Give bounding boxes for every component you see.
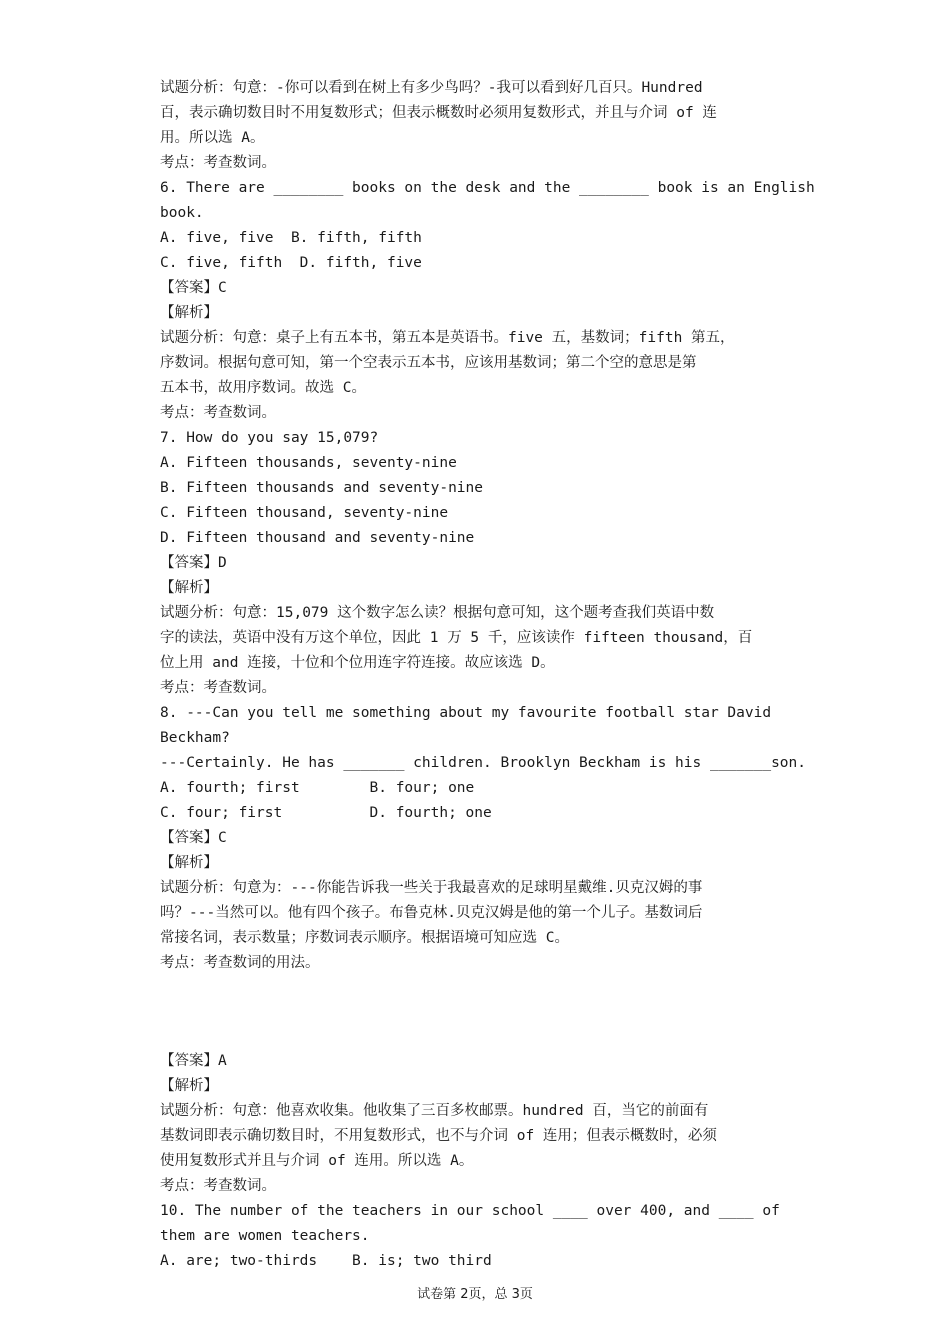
option-line: B. Fifteen thousands and seventy-nine	[160, 480, 484, 496]
text-line: 百，表示确切数目时不用复数形式；但表示概数时必须用复数形式，并且与介词 of 连	[160, 105, 717, 121]
text-line: 考点：考查数词。	[160, 405, 276, 421]
question-10: 10. The number of the teachers in our school ____ over 400, and ____ of	[160, 1203, 780, 1219]
text-line: 试题分析：句意：15,079 这个数字怎么读？根据句意可知，这个题考查我们英语中数	[160, 605, 715, 621]
text-line: 试题分析：句意：-你可以看到在树上有多少鸟吗？-我可以看到好几百只。Hundred	[160, 80, 703, 96]
answer-label: 【答案】D	[160, 555, 227, 571]
text-line: 试题分析：句意为：---你能告诉我一些关于我最喜欢的足球明星戴维.贝克汉姆的事	[160, 880, 703, 896]
question-8: 8. ---Can you tell me something about my favourite football star David	[160, 705, 772, 721]
answer-label: 【答案】C	[160, 280, 227, 296]
text-line: 位上用 and 连接，十位和个位用连字符连接。故应该选 D。	[160, 655, 555, 671]
text-line: 吗？---当然可以。他有四个孩子。布鲁克林.贝克汉姆是他的第一个儿子。基数词后	[160, 905, 703, 921]
text-line: 五本书，故用序数词。故选 C。	[160, 380, 366, 396]
text-line: 试题分析：句意：他喜欢收集。他收集了三百多枚邮票。hundred 百，当它的前面有	[160, 1103, 709, 1119]
page-footer: 试卷第 2页，总 3页	[417, 1287, 533, 1302]
option-line: A. Fifteen thousands, seventy-nine	[160, 455, 457, 471]
option-line: C. five, fifth D. fifth, five	[160, 255, 422, 271]
analysis-label: 【解析】	[160, 855, 218, 871]
text-line: 基数词即表示确切数目时，不用复数形式，也不与介词 of 连用；但表示概数时，必须	[160, 1128, 717, 1144]
text-line: 考点：考查数词。	[160, 1178, 276, 1194]
option-line: C. four; first D. fourth; one	[160, 805, 492, 821]
text-line: 考点：考查数词。	[160, 155, 276, 171]
text-line: 使用复数形式并且与介词 of 连用。所以选 A。	[160, 1153, 474, 1169]
text-line: 试题分析：句意：桌子上有五本书，第五本是英语书。five 五，基数词；fifth 第五，	[160, 330, 735, 346]
text-line: 考点：考查数词。	[160, 680, 276, 696]
text-line: book.	[160, 205, 204, 221]
option-line: D. Fifteen thousand and seventy-nine	[160, 530, 475, 546]
text-line: 字的读法，英语中没有万这个单位，因此 1 万 5 千，应该读作 fifteen thousand，百	[160, 630, 753, 646]
option-line: A. are; two-thirds B. is; two third	[160, 1253, 492, 1269]
text-line: 常接名词，表示数量；序数词表示顺序。根据语境可知应选 C。	[160, 930, 569, 946]
question-7: 7. How do you say 15,079?	[160, 430, 379, 446]
answer-label: 【答案】C	[160, 830, 227, 846]
analysis-label: 【解析】	[160, 1078, 218, 1094]
analysis-label: 【解析】	[160, 305, 218, 321]
text-line: ---Certainly. He has _______ children. Brooklyn Beckham is his _______son.	[160, 755, 807, 771]
question-6: 6. There are ________ books on the desk and the ________ book is an English	[160, 180, 815, 196]
analysis-label: 【解析】	[160, 580, 218, 596]
text-line: them are women teachers.	[160, 1228, 370, 1244]
option-line: A. five, five B. fifth, fifth	[160, 230, 422, 246]
text-line: 序数词。根据句意可知，第一个空表示五本书，应该用基数词；第二个空的意思是第	[160, 355, 697, 371]
option-line: A. fourth; first B. four; one	[160, 780, 475, 796]
text-line: Beckham?	[160, 730, 230, 746]
answer-label: 【答案】A	[160, 1053, 227, 1069]
text-line: 考点：考查数词的用法。	[160, 955, 320, 971]
option-line: C. Fifteen thousand, seventy-nine	[160, 505, 449, 521]
text-line: 用。所以选 A。	[160, 130, 265, 146]
